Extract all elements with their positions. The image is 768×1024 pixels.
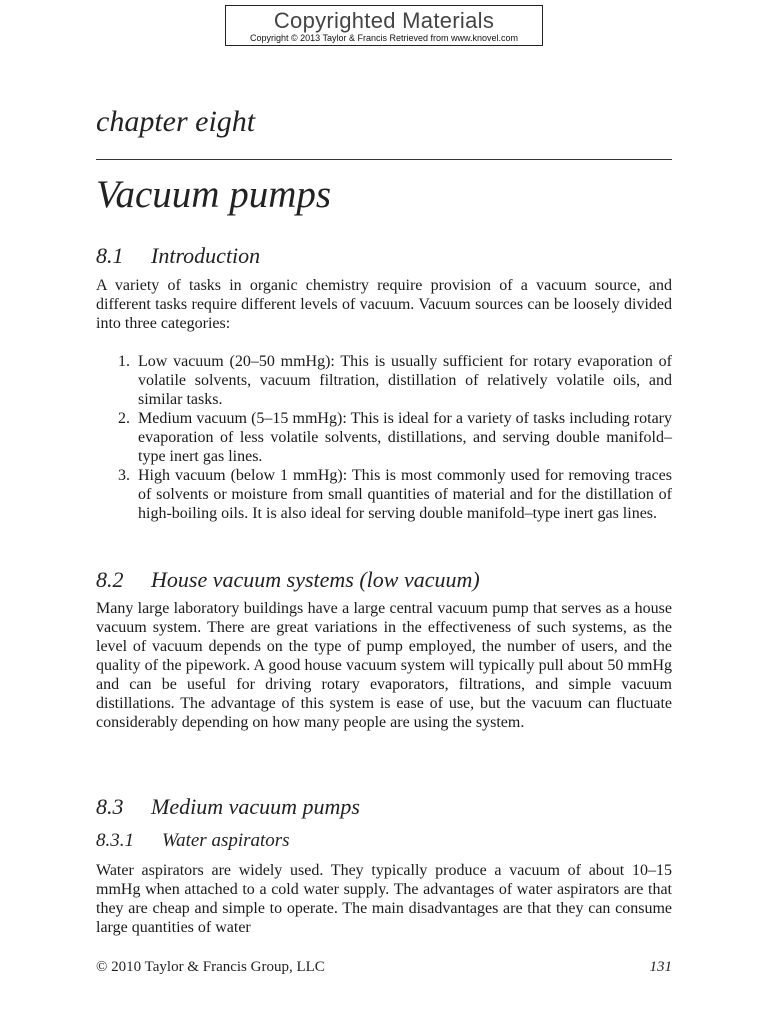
vacuum-category-list <box>96 352 672 523</box>
section-number: 8.1 <box>96 243 124 268</box>
water-aspirators-paragraph: Water aspirators are widely used. They typically produce a vacuum of about 10–15 mmHg when attached to a cold water supply. The advantages of water aspirators are that they are cheap and simple to operate. The main disadvantages are that they can consume large quantities of water <box>96 862 672 936</box>
list-item <box>96 409 672 466</box>
footer-copyright: © 2010 Taylor & Francis Group, LLC <box>96 959 325 975</box>
list-item-text: High vacuum (below 1 mmHg): This is most commonly used for removing traces of solvents or moisture from small quantities of material and for the distillation of high-boiling oils. It is also ideal for serving double manifold–type inert gas lines. <box>138 467 672 522</box>
stamp-title: Copyrighted Materials <box>273 8 495 33</box>
list-item <box>96 352 672 409</box>
page-number: 131 <box>649 959 672 975</box>
list-item-text: Low vacuum (20–50 mmHg): This is usually sufficient for rotary evaporation of volatile solvents, vacuum filtration, distillation of relatively volatile oils, and similar tasks. <box>138 353 672 408</box>
chapter-title: Vacuum pumps <box>96 173 332 216</box>
section-number: 8.2 <box>96 567 124 592</box>
section-heading-8-3 <box>96 793 360 821</box>
list-item-text: Medium vacuum (5–15 mmHg): This is ideal for a variety of tasks including rotary evaporation of less volatile solvents, distillations, and serving double manifold–type inert gas lines. <box>138 410 672 465</box>
subsection-heading-8-3-1 <box>96 829 290 853</box>
section-heading-8-1 <box>96 242 260 270</box>
copyright-stamp <box>225 5 543 46</box>
section-title: Medium vacuum pumps <box>151 794 360 819</box>
subsection-number: 8.3.1 <box>96 830 134 851</box>
list-item <box>96 466 672 523</box>
section-number: 8.3 <box>96 794 124 819</box>
list-item-number: 1. <box>118 353 130 370</box>
stamp-subtitle: Copyright © 2013 Taylor & Francis Retrieved from www.knovel.com <box>249 33 519 43</box>
list-item-number: 3. <box>118 467 130 484</box>
section-title: House vacuum systems (low vacuum) <box>151 567 480 592</box>
house-vacuum-paragraph: Many large laboratory buildings have a large central vacuum pump that serves as a house vacuum system. There are great variations in the effectiveness of such systems, as the level of vacuum depends on the type of pump employed, the number of users, and the quality of the pipework. A good house vacuum system will typically pull about 50 mmHg and can be useful for driving rotary evaporators, filtrations, and simple vacuum distillations. The advantage of this system is ease of use, but the vacuum can fluctuate considerably depending on how many people are using the system. <box>96 600 672 731</box>
section-heading-8-2 <box>96 566 480 594</box>
chapter-label: chapter eight <box>96 105 256 138</box>
intro-paragraph: A variety of tasks in organic chemistry require provision of a vacuum source, and different tasks require different levels of vacuum. Vacuum sources can be loosely divided into three categories: <box>96 277 672 332</box>
subsection-title: Water aspirators <box>162 830 290 851</box>
chapter-divider <box>96 159 672 160</box>
section-title: Introduction <box>151 243 261 268</box>
list-item-number: 2. <box>118 410 130 427</box>
